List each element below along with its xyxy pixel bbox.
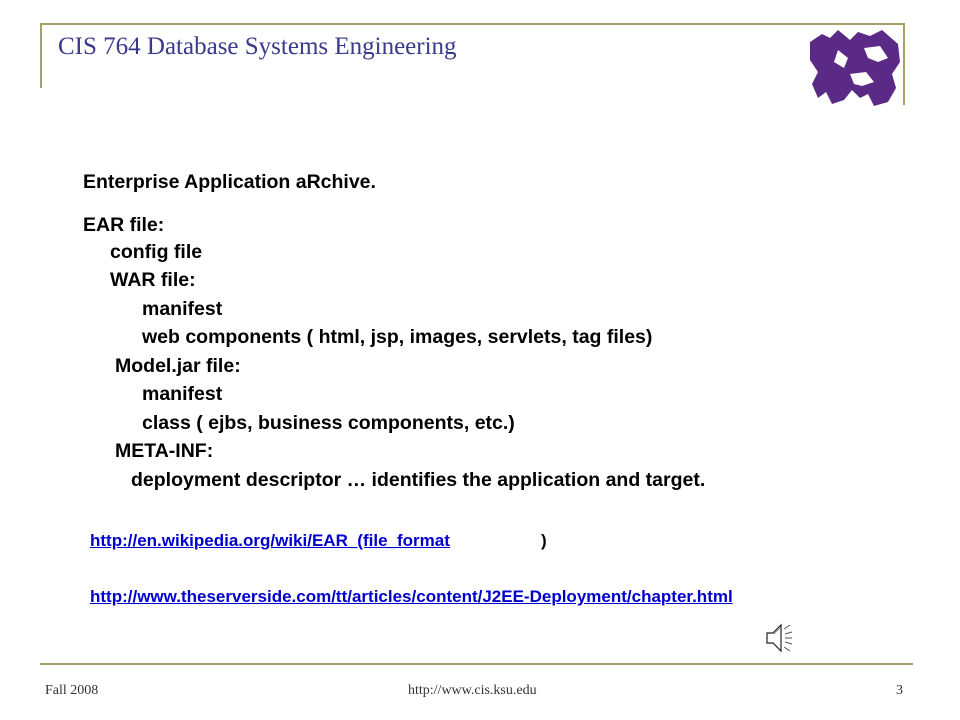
body-line-war-manifest: manifest (142, 298, 223, 320)
wildcat-logo-icon (808, 28, 902, 108)
body-line-config-file: config file (110, 241, 203, 263)
body-line-meta-inf: META-INF: (115, 440, 214, 462)
theserverside-link[interactable]: http://www.theserverside.com/tt/articles/content/J2EE-Deployment/chapter.html (90, 587, 733, 606)
footer-url: http://www.cis.ksu.edu (408, 683, 537, 698)
body-line-ear-file: EAR file: (83, 214, 165, 236)
body-line-war-file: WAR file: (110, 269, 196, 291)
body-line-web-components: web components ( html, jsp, images, servlets, tag files) (142, 326, 653, 348)
header-right-rule (903, 23, 905, 105)
body-line-jar-manifest: manifest (142, 383, 223, 405)
footer-semester: Fall 2008 (45, 683, 99, 698)
header-rule (40, 23, 904, 25)
footer-rule (40, 663, 913, 665)
speaker-icon[interactable] (765, 622, 793, 654)
header-left-rule (40, 23, 42, 88)
footer-page-number: 3 (896, 683, 903, 698)
body-line-deployment-descriptor: deployment descriptor … identifies the application and target. (131, 469, 706, 491)
body-line-model-jar: Model.jar file: (115, 355, 241, 377)
slide-title: CIS 764 Database Systems Engineering (58, 33, 457, 60)
wikipedia-ear-link[interactable]: http://en.wikipedia.org/wiki/EAR_(file_format (90, 531, 450, 550)
wikipedia-link-closing-paren: ) (541, 531, 547, 550)
body-line-class: class ( ejbs, business components, etc.) (142, 412, 515, 434)
body-line-ear-definition: Enterprise Application aRchive. (83, 171, 376, 193)
